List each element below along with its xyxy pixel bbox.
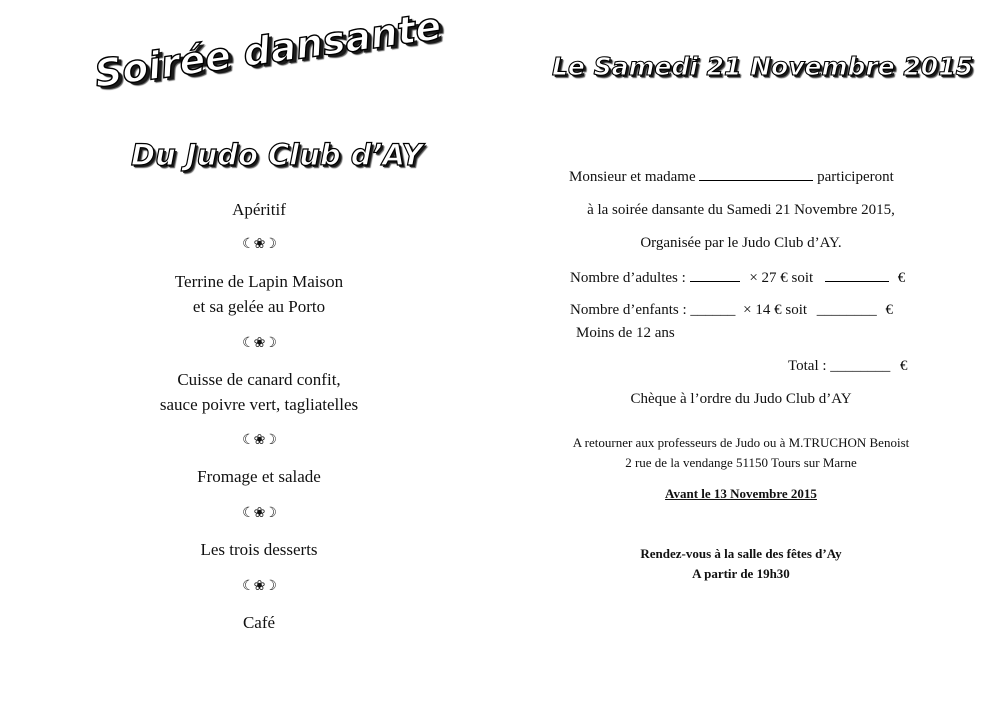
menu-course-aperitif: Apéritif <box>232 200 286 219</box>
names-blank[interactable] <box>699 168 813 181</box>
adults-total-blank[interactable] <box>825 269 889 282</box>
menu-course-starter-line1: Terrine de Lapin Maison <box>174 272 344 291</box>
adults-count-blank[interactable] <box>690 269 740 282</box>
menu-ornament: ☾❀☽ <box>242 336 276 351</box>
menu-course-starter-line2: et sa gelée au Porto <box>192 297 326 316</box>
children-label: Nombre d’enfants : ______ <box>570 302 736 318</box>
names-suffix: participeront <box>817 169 894 185</box>
menu-course-coffee: Café <box>242 613 276 632</box>
venue-line2: A partir de 19h30 <box>692 566 790 581</box>
children-total-blank[interactable]: ________ <box>816 302 877 318</box>
total-label: Total : ________ <box>788 358 891 374</box>
venue-line1: Rendez-vous à la salle des fêtes d’Ay <box>640 546 842 561</box>
event-date: Le Samedi 21 Novembre 2015 <box>552 52 973 81</box>
menu-ornament: ☾❀☽ <box>242 506 276 521</box>
form-line-names <box>569 168 894 186</box>
menu-course-desserts: Les trois desserts <box>200 540 318 559</box>
menu-ornament: ☾❀☽ <box>242 579 276 594</box>
adults-currency: € <box>897 270 906 286</box>
menu-course-main-line1: Cuisse de canard confit, <box>177 370 341 389</box>
form-line-organiser: Organisée par le Judo Club d’AY. <box>640 235 842 251</box>
cheque-instruction: Chèque à l’ordre du Judo Club d’AY <box>630 391 852 407</box>
menu-course-main-line2: sauce poivre vert, tagliatelles <box>159 395 359 414</box>
menu-ornament: ☾❀☽ <box>242 237 276 252</box>
children-age-note: Moins de 12 ans <box>576 325 675 341</box>
names-label: Monsieur et madame <box>569 169 696 185</box>
form-line-total <box>788 358 908 375</box>
children-currency: € <box>885 302 894 318</box>
menu-course-cheese: Fromage et salade <box>197 467 321 486</box>
event-title: Soirée dansante <box>91 3 444 97</box>
deadline: Avant le 13 Novembre 2015 <box>665 486 817 501</box>
club-title: Du Judo Club d’AY <box>131 138 423 172</box>
form-line-children <box>570 302 893 319</box>
children-price: × 14 € soit <box>743 302 808 318</box>
return-address-line2: 2 rue de la vendange 51150 Tours sur Marne <box>625 455 857 470</box>
menu-ornament: ☾❀☽ <box>242 433 276 448</box>
adults-label: Nombre d’adultes : <box>570 270 686 286</box>
form-line-adults <box>570 269 905 287</box>
return-address-line1: A retourner aux professeurs de Judo ou à M.TRUCHON Benoist <box>572 435 910 450</box>
adults-price: × 27 € soit <box>749 270 814 286</box>
form-line-event: à la soirée dansante du Samedi 21 Novembre 2015, <box>587 202 895 218</box>
total-currency: € <box>900 358 908 374</box>
